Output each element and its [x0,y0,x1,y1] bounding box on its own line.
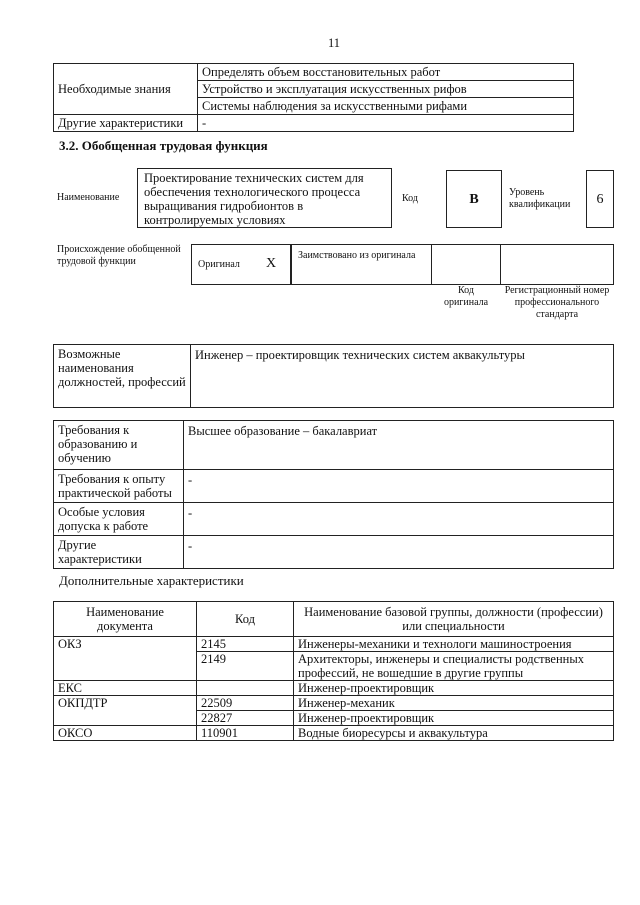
table-row [54,637,614,652]
header-cell: Код [197,602,294,637]
level-label: Уровень квалификации [509,187,571,210]
requirements-table [53,420,614,569]
header-cell: Наименование документа [54,602,197,637]
table-cell: ОКСО [54,726,197,741]
top-table [53,63,574,132]
table-cell: ОКПДТР [54,696,197,711]
table-row [54,536,614,569]
table-cell: ОКЗ [54,637,197,652]
table-row [54,98,574,115]
origin-mark: X [266,256,277,271]
table-cell [54,711,197,726]
additional-title: Дополнительные характеристики [59,573,244,588]
table-cell: Определять объем восстановительных работ [198,64,574,81]
table-cell: Устройство и эксплуатация искусственных рифов [198,81,574,98]
table-cell: Системы наблюдения за искусственными рифами [198,98,574,115]
table-row [54,345,614,408]
table-row [54,711,614,726]
req-label: Особые условия допуска к работе [54,503,184,536]
table-header-row [54,602,614,637]
table-row [54,81,574,98]
code-label: Код [402,193,418,204]
additional-table [53,601,614,741]
table-cell: - [198,115,574,132]
table-cell: Инженеры-механики и технологи машиностроения [294,637,614,652]
table-cell: ЕКС [54,681,197,696]
table-cell [54,64,198,81]
code-original-caption: Код оригинала [443,285,489,308]
origin-code-box [431,244,501,285]
table-cell [54,652,197,681]
positions-table [53,344,614,408]
table-cell: Инженер-проектировщик [294,711,614,726]
origin-borrowed: Заимствовано из оригинала [291,244,432,285]
table-cell: 2149 [197,652,294,681]
table-cell [54,98,198,115]
positions-value: Инженер – проектировщик технических систем аквакультуры [191,345,614,408]
origin-original-label: Оригинал [198,259,240,270]
table-cell: Инженер-механик [294,696,614,711]
name-label: Наименование [57,192,120,203]
table-cell [197,681,294,696]
req-label: Требования к образованию и обучению [54,421,184,470]
table-cell: Архитекторы, инженеры и специалисты родственных профессий, не вошедшие в другие группы [294,652,614,681]
header-cell: Наименование базовой группы, должности (профессии) или специальности [294,602,614,637]
table-row [54,652,614,681]
table-row [54,696,614,711]
reg-number-caption: Регистрационный номер профессионального стандарта [504,285,610,320]
section-heading: 3.2. Обобщенная трудовая функция [59,138,268,153]
table-row [54,115,574,132]
table-row [54,681,614,696]
table-row [54,64,574,81]
table-cell: Необходимые знания [54,81,198,98]
origin-label: Происхождение обобщенной трудовой функции [57,244,181,267]
origin-reg-box [500,244,614,285]
table-cell: 2145 [197,637,294,652]
req-label: Другие характеристики [54,536,184,569]
table-cell: Другие характеристики [54,115,198,132]
table-cell: 22509 [197,696,294,711]
req-value: - [184,470,614,503]
req-value: - [184,503,614,536]
req-value: Высшее образование – бакалавриат [184,421,614,470]
code-value: B [446,170,502,228]
table-cell: 110901 [197,726,294,741]
table-row [54,421,614,470]
table-row [54,470,614,503]
table-row [54,503,614,536]
table-row [54,726,614,741]
table-cell: 22827 [197,711,294,726]
req-value: - [184,536,614,569]
table-cell: Инженер-проектировщик [294,681,614,696]
page-number: 11 [328,36,341,50]
positions-label: Возможные наименования должностей, профессий [54,345,191,408]
table-cell: Водные биоресурсы и аквакультура [294,726,614,741]
level-value: 6 [586,170,614,228]
name-value: Проектирование технических систем для обеспечения технологического процесса выращивания гидробионтов в контролируемых условиях [137,168,392,228]
req-label: Требования к опыту практической работы [54,470,184,503]
